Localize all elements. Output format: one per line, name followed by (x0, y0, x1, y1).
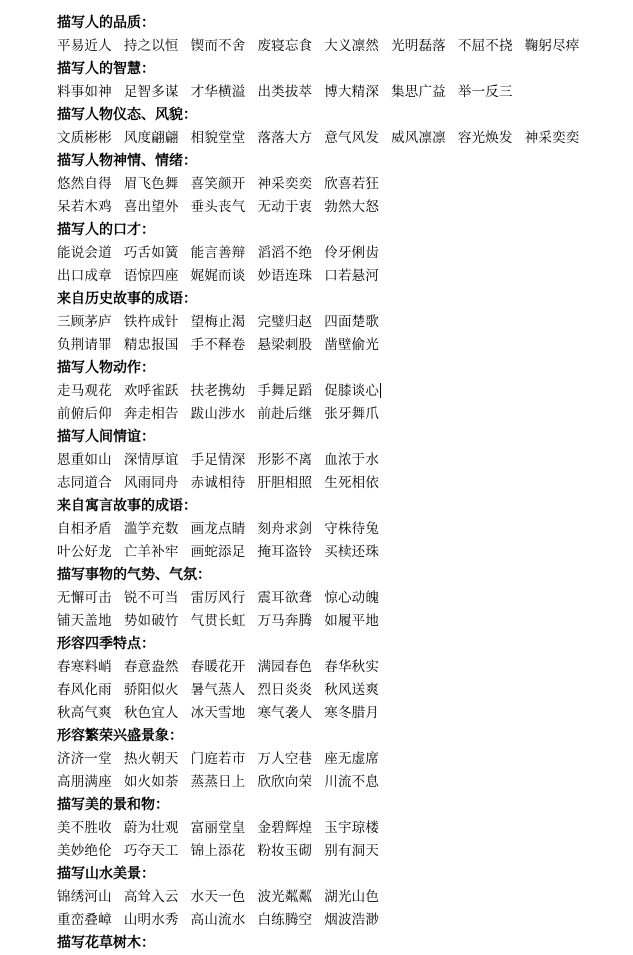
idiom: 高朋满座 (57, 774, 112, 790)
idiom: 持之以恒 (123, 38, 179, 54)
idiom: 自相矛盾 (57, 521, 112, 537)
idiom: 美妙绝伦 (57, 843, 112, 859)
idiom: 悠然自得 (57, 176, 112, 192)
idiom: 粉妆玉砌 (257, 843, 313, 859)
idiom: 春意盎然 (123, 659, 179, 675)
idiom: 三顾茅庐 (57, 314, 112, 330)
idiom: 万人空巷 (257, 751, 313, 767)
idiom: 喜出望外 (123, 199, 179, 215)
idiom-row (57, 771, 627, 794)
idiom: 白练腾空 (257, 912, 313, 928)
idiom: 高山流水 (190, 912, 246, 928)
idiom-row (57, 610, 627, 633)
idiom-row (57, 311, 627, 334)
idiom: 张牙舞爪 (324, 406, 380, 422)
section-heading: 描写人物神情、情绪： (57, 153, 197, 169)
idiom: 呆若木鸡 (57, 199, 112, 215)
idiom: 神采奕奕 (257, 176, 313, 192)
idiom: 前赴后继 (257, 406, 313, 422)
idiom: 巧夺天工 (123, 843, 179, 859)
idiom: 重峦叠嶂 (57, 912, 112, 928)
idiom: 冰天雪地 (190, 705, 246, 721)
idiom: 骄阳似火 (123, 682, 179, 698)
idiom: 落落大方 (257, 130, 313, 146)
idiom: 举一反三 (457, 84, 513, 100)
idiom: 震耳欲聋 (257, 590, 313, 606)
idiom: 高耸入云 (123, 889, 179, 905)
idiom: 蔚为壮观 (123, 820, 179, 836)
idiom-row (57, 702, 627, 725)
idiom: 促膝谈心 (324, 383, 380, 399)
idiom: 如火如荼 (123, 774, 179, 790)
section-heading: 来自历史故事的成语： (57, 291, 197, 307)
idiom: 四面楚歌 (324, 314, 380, 330)
section-heading: 描写人的智慧： (57, 61, 155, 77)
idiom: 欣喜若狂 (324, 176, 380, 192)
section-heading: 描写事物的气势、气氛： (57, 567, 211, 583)
section-heading: 描写人的品质： (57, 15, 155, 31)
section-heading: 描写人间情谊： (57, 429, 155, 445)
idiom: 门庭若市 (190, 751, 246, 767)
idiom: 容光焕发 (457, 130, 513, 146)
idiom-row (57, 265, 627, 288)
idiom: 平易近人 (57, 38, 112, 54)
idiom-row (57, 334, 627, 357)
idiom: 雷厉风行 (190, 590, 246, 606)
section-heading: 描写花草树木： (57, 935, 155, 951)
idiom-row (57, 403, 627, 426)
idiom: 烟波浩渺 (324, 912, 380, 928)
idiom: 铺天盖地 (57, 613, 112, 629)
idiom: 春华秋实 (324, 659, 380, 675)
idiom: 博大精深 (324, 84, 380, 100)
idiom: 鞠躬尽瘁 (524, 38, 580, 54)
idiom: 湖光山色 (324, 889, 380, 905)
idiom: 美不胜收 (57, 820, 112, 836)
idiom-row (57, 886, 627, 909)
idiom: 寒冬腊月 (324, 705, 380, 721)
section-heading: 描写人物仪态、风貌： (57, 107, 197, 123)
idiom: 能言善辩 (190, 245, 246, 261)
idiom: 金碧辉煌 (257, 820, 313, 836)
idiom: 负荆请罪 (57, 337, 112, 353)
idiom: 无懈可击 (57, 590, 112, 606)
idiom-row (57, 127, 627, 150)
idiom: 风雨同舟 (123, 475, 179, 491)
idiom: 波光粼粼 (257, 889, 313, 905)
document-body (57, 12, 627, 955)
idiom-row (57, 242, 627, 265)
idiom-row (57, 817, 627, 840)
idiom: 勃然大怒 (324, 199, 380, 215)
idiom: 春风化雨 (57, 682, 112, 698)
idiom: 画龙点睛 (190, 521, 246, 537)
idiom: 肝胆相照 (257, 475, 313, 491)
idiom: 春寒料峭 (57, 659, 112, 675)
idiom: 叶公好龙 (57, 544, 112, 560)
idiom: 精忠报国 (123, 337, 179, 353)
idiom-row (57, 380, 627, 403)
section-heading: 形容繁荣兴盛景象： (57, 728, 183, 744)
idiom-row (57, 541, 627, 564)
idiom: 凿壁偷光 (324, 337, 380, 353)
idiom: 足智多谋 (123, 84, 179, 100)
idiom: 形影不离 (257, 452, 313, 468)
idiom: 滥竽充数 (123, 521, 179, 537)
idiom: 万马奔腾 (257, 613, 313, 629)
idiom: 热火朝天 (123, 751, 179, 767)
idiom: 惊心动魄 (324, 590, 380, 606)
idiom-row (57, 173, 627, 196)
idiom: 集思广益 (391, 84, 446, 100)
idiom: 前俯后仰 (57, 406, 112, 422)
idiom: 秋色宜人 (123, 705, 179, 721)
idiom: 光明磊落 (391, 38, 446, 54)
idiom: 铁杵成针 (123, 314, 179, 330)
idiom-row (57, 656, 627, 679)
idiom: 水天一色 (190, 889, 246, 905)
idiom: 气贯长虹 (190, 613, 246, 629)
idiom: 志同道合 (57, 475, 112, 491)
idiom: 锲而不舍 (190, 38, 246, 54)
idiom: 春暖花开 (190, 659, 246, 675)
idiom: 川流不息 (324, 774, 380, 790)
idiom: 语惊四座 (123, 268, 179, 284)
idiom-row (57, 472, 627, 495)
section-heading: 描写美的景和物： (57, 797, 169, 813)
idiom: 别有洞天 (324, 843, 380, 859)
idiom: 伶牙俐齿 (324, 245, 380, 261)
idiom: 无动于衷 (257, 199, 313, 215)
idiom: 势如破竹 (123, 613, 179, 629)
idiom: 富丽堂皇 (190, 820, 246, 836)
idiom: 蒸蒸日上 (190, 774, 246, 790)
section-heading: 来自寓言故事的成语： (57, 498, 197, 514)
idiom: 扶老携幼 (190, 383, 246, 399)
idiom: 垂头丧气 (190, 199, 246, 215)
idiom: 奔走相告 (123, 406, 179, 422)
idiom: 掩耳盗铃 (257, 544, 313, 560)
idiom: 出类拔萃 (257, 84, 313, 100)
idiom: 威风凛凛 (391, 130, 446, 146)
idiom: 欣欣向荣 (257, 774, 313, 790)
idiom: 锐不可当 (123, 590, 179, 606)
idiom: 锦绣河山 (57, 889, 112, 905)
idiom: 欢呼雀跃 (123, 383, 179, 399)
idiom: 走马观花 (57, 383, 112, 399)
section-heading: 描写山水美景： (57, 866, 155, 882)
idiom: 秋风送爽 (324, 682, 380, 698)
idiom: 风度翩翩 (123, 130, 179, 146)
idiom: 意气风发 (324, 130, 380, 146)
idiom: 口若悬河 (324, 268, 380, 284)
idiom-row (57, 81, 627, 104)
idiom: 相貌堂堂 (190, 130, 246, 146)
idiom: 画蛇添足 (190, 544, 246, 560)
section-heading: 描写人物动作： (57, 360, 155, 376)
idiom: 买椟还珠 (324, 544, 380, 560)
idiom: 能说会道 (57, 245, 112, 261)
idiom-row (57, 748, 627, 771)
idiom: 赤诚相待 (190, 475, 246, 491)
idiom: 血浓于水 (324, 452, 380, 468)
idiom: 刻舟求剑 (257, 521, 313, 537)
idiom: 妙语连珠 (257, 268, 313, 284)
idiom: 大义凛然 (324, 38, 380, 54)
idiom: 望梅止渴 (190, 314, 246, 330)
idiom: 不屈不挠 (457, 38, 513, 54)
idiom: 眉飞色舞 (123, 176, 179, 192)
idiom: 满园春色 (257, 659, 313, 675)
idiom: 山明水秀 (123, 912, 179, 928)
idiom: 暑气蒸人 (190, 682, 246, 698)
idiom: 烈日炎炎 (257, 682, 313, 698)
idiom: 滔滔不绝 (257, 245, 313, 261)
text-cursor (380, 383, 381, 398)
idiom-row (57, 196, 627, 219)
idiom: 喜笑颜开 (190, 176, 246, 192)
idiom: 济济一堂 (57, 751, 112, 767)
idiom: 寒气袭人 (257, 705, 313, 721)
idiom-row (57, 449, 627, 472)
idiom: 亡羊补牢 (123, 544, 179, 560)
idiom: 废寝忘食 (257, 38, 313, 54)
section-heading: 形容四季特点： (57, 636, 155, 652)
section-heading: 描写人的口才： (57, 222, 155, 238)
idiom-row (57, 679, 627, 702)
idiom-row (57, 587, 627, 610)
idiom: 神采奕奕 (524, 130, 580, 146)
idiom: 手不释卷 (190, 337, 246, 353)
idiom: 出口成章 (57, 268, 112, 284)
idiom: 料事如神 (57, 84, 112, 100)
idiom-row (57, 909, 627, 932)
idiom: 文质彬彬 (57, 130, 112, 146)
idiom: 生死相依 (324, 475, 380, 491)
idiom: 恩重如山 (57, 452, 112, 468)
idiom: 娓娓而谈 (190, 268, 246, 284)
idiom: 守株待兔 (324, 521, 380, 537)
idiom: 如履平地 (324, 613, 380, 629)
idiom: 跋山涉水 (190, 406, 246, 422)
idiom: 手舞足蹈 (257, 383, 313, 399)
idiom: 悬梁刺股 (257, 337, 313, 353)
idiom: 座无虚席 (324, 751, 380, 767)
idiom-row (57, 518, 627, 541)
idiom: 手足情深 (190, 452, 246, 468)
idiom-row (57, 35, 627, 58)
idiom: 完璧归赵 (257, 314, 313, 330)
idiom: 锦上添花 (190, 843, 246, 859)
idiom: 秋高气爽 (57, 705, 112, 721)
idiom-row (57, 840, 627, 863)
idiom: 深情厚谊 (123, 452, 179, 468)
idiom: 玉宇琼楼 (324, 820, 380, 836)
idiom: 巧舌如簧 (123, 245, 179, 261)
idiom: 才华横溢 (190, 84, 246, 100)
